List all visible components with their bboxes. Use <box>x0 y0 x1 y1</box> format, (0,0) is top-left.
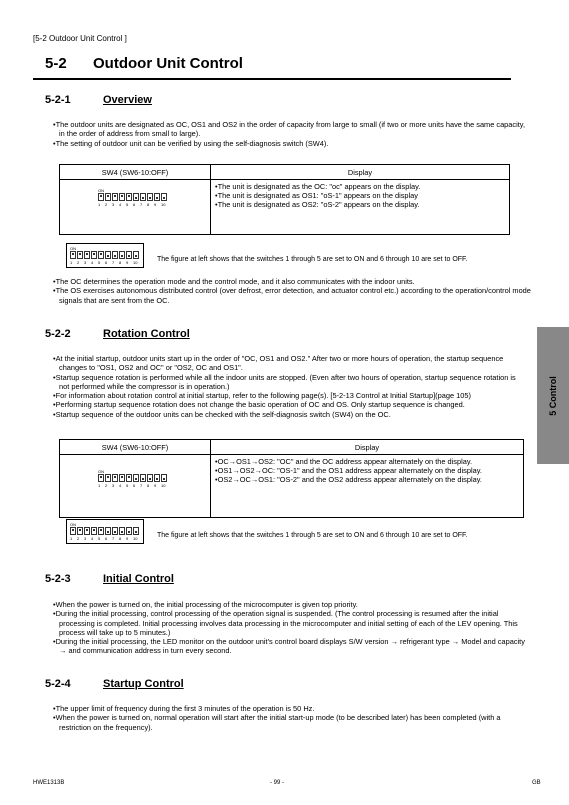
dip-switch <box>133 193 139 201</box>
dip-number: 1 <box>70 260 73 265</box>
dip-switch <box>133 527 139 535</box>
sw4-table-rotation <box>59 439 524 518</box>
list-item: •During the initial processing, control processing of the operation signal is suspended. (The control processing is resumed after the initial processing is completed. Initial processing involves data processing in the microcomputer and initial setting of each of the LEV opening. This process will take up to 5 minutes.) <box>53 609 518 637</box>
initial-control-bullets <box>53 600 527 656</box>
heading-rotation-control <box>45 328 190 340</box>
chapter-side-tab-label: 5 Control <box>548 375 558 416</box>
dip-switch <box>119 527 125 535</box>
dip-switch <box>119 193 125 201</box>
heading-title: Startup Control <box>103 678 184 690</box>
dip-switch <box>126 474 132 482</box>
dip-number: 4 <box>91 536 94 541</box>
heading-number: 5-2-2 <box>45 328 71 340</box>
footer-region: GB <box>532 780 541 786</box>
dip-number: 4 <box>119 202 122 207</box>
dip-switch-row <box>70 527 140 535</box>
table-header: SW4 (SW6-10:OFF) <box>60 440 211 455</box>
dip-switch <box>70 251 76 259</box>
figure-caption: The figure at left shows that the switches 1 through 5 are set to ON and 6 through 10 are set to OFF. <box>157 256 468 263</box>
dip-number: 2 <box>77 536 80 541</box>
dip-number: 6 <box>105 536 108 541</box>
dip-number: 8 <box>119 260 122 265</box>
dip-switch <box>112 474 118 482</box>
dip-number: 6 <box>105 260 108 265</box>
dip-switch <box>105 193 111 201</box>
sw4-table-overview <box>59 164 510 235</box>
heading-startup-control <box>45 678 184 690</box>
dip-switch <box>154 193 160 201</box>
dip-on-label: ON <box>98 188 104 193</box>
dip-number: 3 <box>84 260 87 265</box>
list-item: •OC→OS1→OS2: "OC" and the OC address appear alternately on the display. <box>215 457 473 466</box>
figure-caption: The figure at left shows that the switches 1 through 5 are set to ON and 6 through 10 are set to OFF. <box>157 532 468 539</box>
title-divider <box>33 78 511 80</box>
table-cell <box>211 455 524 518</box>
dip-switch <box>77 251 83 259</box>
heading-initial-control <box>45 573 174 585</box>
dip-number: 2 <box>77 260 80 265</box>
dip-switch <box>161 193 167 201</box>
list-item: •Startup sequence of the outdoor units can be checked with the self-diagnosis switch (SW4) on the OC. <box>53 409 391 419</box>
dip-switch <box>105 251 111 259</box>
heading-title: Rotation Control <box>103 328 190 340</box>
dip-number: 3 <box>112 483 115 488</box>
dip-numbers <box>98 202 210 207</box>
dip-number: 6 <box>133 202 136 207</box>
chapter-side-tab <box>537 327 569 464</box>
dip-number: 9 <box>154 483 157 488</box>
dip-switch <box>147 193 153 201</box>
dip-switch-figure <box>60 180 211 235</box>
section-title: Outdoor Unit Control <box>93 55 243 72</box>
dip-switch <box>147 474 153 482</box>
dip-number: 3 <box>112 202 115 207</box>
dip-number: 10 <box>161 202 166 207</box>
list-item: •The upper limit of frequency during the first 3 minutes of the operation is 50 Hz. <box>53 704 315 713</box>
dip-number: 5 <box>126 202 129 207</box>
dip-number: 8 <box>147 202 150 207</box>
dip-on-label: ON <box>98 469 104 474</box>
dip-number: 9 <box>126 260 129 265</box>
table-cell <box>211 180 510 235</box>
overview-bullets <box>53 120 531 148</box>
dip-switch <box>140 474 146 482</box>
dip-switch <box>133 474 139 482</box>
dip-number: 10 <box>133 260 138 265</box>
table-header: SW4 (SW6-10:OFF) <box>60 165 211 180</box>
dip-switch-row <box>98 474 210 482</box>
dip-number: 10 <box>133 536 138 541</box>
dip-switch <box>112 251 118 259</box>
heading-number: 5-2-3 <box>45 573 71 585</box>
dip-number: 9 <box>154 202 157 207</box>
dip-number: 4 <box>119 483 122 488</box>
dip-on-label: ON <box>70 246 76 251</box>
heading-title: Initial Control <box>103 573 174 585</box>
dip-switch <box>98 527 104 535</box>
dip-number: 7 <box>112 260 115 265</box>
dip-switch <box>119 474 125 482</box>
dip-switch <box>77 527 83 535</box>
dip-number: 7 <box>112 536 115 541</box>
dip-switch <box>154 474 160 482</box>
heading-title: Overview <box>103 94 152 106</box>
dip-switch <box>112 193 118 201</box>
list-item: •When the power is turned on, normal operation will start after the initial start-up mode (to be described later) has been completed (with a restriction on the frequency). <box>53 713 501 732</box>
heading-number: 5-2-4 <box>45 678 71 690</box>
dip-switch <box>98 251 104 259</box>
list-item: •For information about rotation control at initial startup, refer to the following page(s). [5-2-13 Control at Initial Startup](page 105) <box>53 391 471 401</box>
dip-switch-example <box>66 519 144 544</box>
dip-switch <box>140 193 146 201</box>
dip-switch <box>98 193 104 201</box>
dip-numbers <box>70 260 140 265</box>
dip-switch <box>112 527 118 535</box>
dip-switch <box>84 527 90 535</box>
list-item: •When the power is turned on, the initial processing of the microcomputer is given top priority. <box>53 600 358 609</box>
dip-switch <box>91 251 97 259</box>
list-item: •Performing startup sequence rotation does not change the basic operation of OC and OS. Only startup sequence is changed. <box>53 400 465 410</box>
startup-control-bullets <box>53 704 527 732</box>
dip-number: 1 <box>98 483 101 488</box>
table-header: Display <box>211 440 524 455</box>
dip-switch <box>161 474 167 482</box>
list-item: •The unit is designated as OS2: "oS-2" appears on the display. <box>215 200 420 209</box>
dip-number: 2 <box>105 202 108 207</box>
dip-number: 5 <box>98 260 101 265</box>
dip-number: 8 <box>147 483 150 488</box>
dip-number: 5 <box>98 536 101 541</box>
dip-number: 6 <box>133 483 136 488</box>
heading-overview <box>45 94 152 106</box>
list-item: •The unit is designated as OS1: "oS-1" appears on the display <box>215 191 418 200</box>
breadcrumb: [5-2 Outdoor Unit Control ] <box>33 34 127 43</box>
dip-switch <box>126 527 132 535</box>
list-item: •The OS exercises autonomous distributed control (over defrost, error detection, and actuator control etc.) according to the operation/control mode signals that are sent from the OC. <box>53 286 531 305</box>
list-item: •During the initial processing, the LED monitor on the outdoor unit's control board displays S/W version → refrigerant type → Model and capacity → and communication address in turn every second. <box>53 637 525 656</box>
footer-page-number: - 99 - <box>270 780 285 786</box>
dip-numbers <box>70 536 140 541</box>
list-item: •The setting of outdoor unit can be verified by using the self-diagnosis switch (SW4). <box>53 138 329 148</box>
list-item: •The OC determines the operation mode and the control mode, and it also communicates with the indoor units. <box>53 277 415 286</box>
page-title <box>45 55 243 72</box>
dip-number: 3 <box>84 536 87 541</box>
dip-switch <box>105 527 111 535</box>
dip-switch <box>91 527 97 535</box>
dip-switch <box>119 251 125 259</box>
dip-switch <box>126 193 132 201</box>
dip-switch-example <box>66 243 144 268</box>
dip-number: 4 <box>91 260 94 265</box>
list-item: •OS2→OC→OS1: "OS-2" and the OS2 address appear alternately on the display. <box>215 475 482 484</box>
dip-switch-row <box>70 251 140 259</box>
dip-switch <box>98 474 104 482</box>
dip-switch-row <box>98 193 210 201</box>
dip-on-label: ON <box>70 522 76 527</box>
dip-switch <box>133 251 139 259</box>
dip-number: 10 <box>161 483 166 488</box>
list-item: •Startup sequence rotation is performed while all the indoor units are stopped. (Even after two hours of operation, startup sequence rotation is not performed while the compressor is in operation.) <box>53 372 516 391</box>
dip-switch <box>126 251 132 259</box>
rotation-bullets <box>53 354 527 419</box>
list-item: •The unit is designated as the OC: "oc" appears on the display. <box>215 182 421 191</box>
list-item: •OS1→OS2→OC: "OS-1" and the OS1 address appear alternately on the display. <box>215 466 482 475</box>
overview-bullets-2 <box>53 277 531 305</box>
dip-switch-figure <box>60 455 211 518</box>
dip-number: 8 <box>119 536 122 541</box>
dip-number: 9 <box>126 536 129 541</box>
list-item: •The outdoor units are designated as OC, OS1 and OS2 in the order of capacity from large to small (if two or more units have the same capacity, in the order of address from small to large). <box>53 120 525 139</box>
footer-doc-code: HWE1313B <box>33 780 65 786</box>
section-number: 5-2 <box>45 55 67 72</box>
dip-number: 1 <box>98 202 101 207</box>
list-item: •At the initial startup, outdoor units start up in the order of "OC, OS1 and OS2." After two or more hours of operation, the startup sequence changes to "OS1, OS2 and OC" or "OS2, OC and OS1". <box>53 354 504 373</box>
dip-switch <box>105 474 111 482</box>
dip-number: 2 <box>105 483 108 488</box>
dip-number: 5 <box>126 483 129 488</box>
dip-switch <box>70 527 76 535</box>
table-header: Display <box>211 165 510 180</box>
dip-numbers <box>98 483 210 488</box>
dip-switch <box>84 251 90 259</box>
heading-number: 5-2-1 <box>45 94 71 106</box>
dip-number: 7 <box>140 202 143 207</box>
dip-number: 7 <box>140 483 143 488</box>
dip-number: 1 <box>70 536 73 541</box>
